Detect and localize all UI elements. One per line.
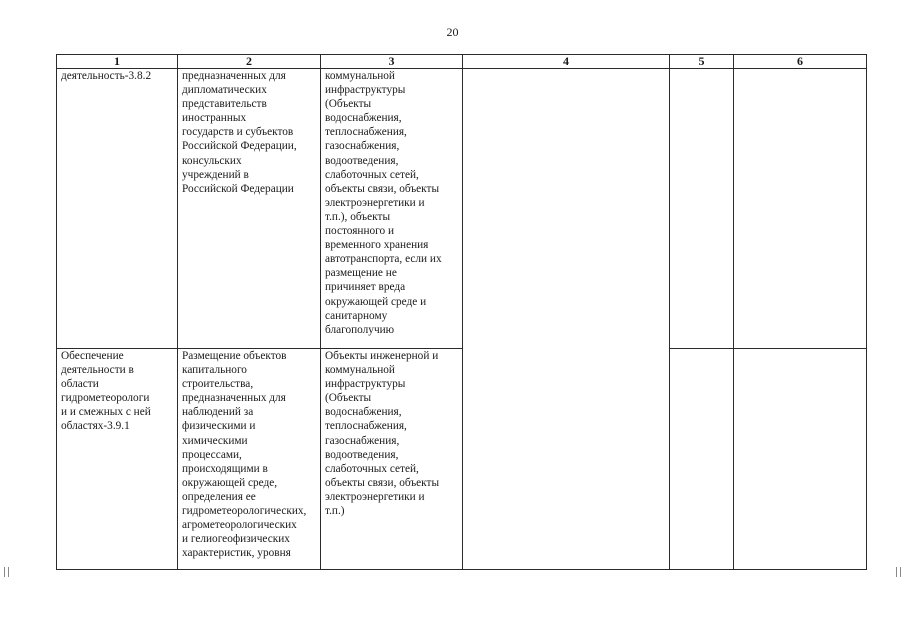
table-header-row xyxy=(57,55,867,69)
regulations-table xyxy=(56,54,867,570)
column-header-4: 4 xyxy=(463,55,670,69)
table-cell-col5 xyxy=(670,349,734,570)
column-header-3: 3 xyxy=(321,55,463,69)
table-cell-description: предназначенных для дипломатических представительств иностранных государств и субъектов Российской Федерации, консульских учреждений в Российской Федерации xyxy=(178,69,321,349)
column-header-5: 5 xyxy=(670,55,734,69)
table-row xyxy=(57,69,867,349)
right-margin-mark xyxy=(896,567,901,577)
table-cell-auxiliary: коммунальной инфраструктуры (Объекты водоснабжения, теплоснабжения, газоснабжения, водоотведения, слаботочных сетей, объекты связи, объекты электроэнергетики и т.п.), объекты постоянного и временного хранения автотранспорта, если их размещение не причиняет вреда окружающей среде и санитарному благополучию xyxy=(321,69,463,349)
table-cell-description: Размещение объектов капитального строительства, предназначенных для наблюдений за физическими и химическими процессами, происходящими в окружающей среде, определения ее гидрометеорологических, агрометеорологических и гелиогеофизических характеристик, уровня xyxy=(178,349,321,570)
table-row xyxy=(57,349,867,570)
table-cell-activity: Обеспечение деятельности в области гидрометеорологи и и смежных с ней областях-3.9.1 xyxy=(57,349,178,570)
table-cell-col5 xyxy=(670,69,734,349)
column-header-1: 1 xyxy=(57,55,178,69)
column-header-2: 2 xyxy=(178,55,321,69)
column-header-6: 6 xyxy=(734,55,867,69)
page-number: 20 xyxy=(446,25,459,39)
table-cell-col4 xyxy=(463,69,670,570)
table-cell-activity: деятельность-3.8.2 xyxy=(57,69,178,349)
table-cell-col6 xyxy=(734,349,867,570)
table-cell-col6 xyxy=(734,69,867,349)
table-cell-auxiliary: Объекты инженерной и коммунальной инфраструктуры (Объекты водоснабжения, теплоснабжения, газоснабжения, водоотведения, слаботочных сетей, объекты связи, объекты электроэнергетики и т.п.) xyxy=(321,349,463,570)
left-margin-mark xyxy=(4,567,9,577)
